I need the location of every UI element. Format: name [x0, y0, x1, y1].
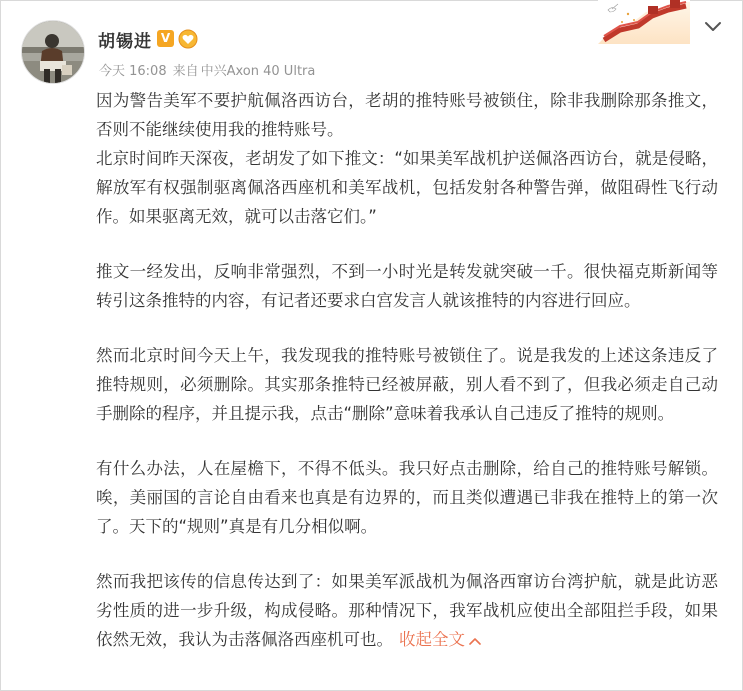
post-body: [96, 86, 718, 654]
collapse-full-text-link[interactable]: [399, 630, 481, 649]
collapse-label: 收起全文: [399, 630, 465, 649]
author-name[interactable]: 胡锡进: [98, 32, 152, 52]
post-paragraph: 有什么办法，人在屋檐下，不得不低头。我只好点击删除，给自己的推特账号解锁。唉，美丽国的言论自由看来也真是有边界的，而且类似遭遇已非我在推特上的第一次了。天下的“规则”真是有几分相似啊。: [96, 459, 718, 536]
avatar-photo-icon: [22, 21, 84, 83]
post-time[interactable]: 今天 16:08: [99, 64, 167, 79]
post-paragraph-last: [96, 567, 718, 654]
post-paragraph: 北京时间昨天深夜，老胡发了如下推文：“如果美军战机护送佩洛西访台，就是侵略，解放军有权强制驱离佩洛西座机和美军战机，包括发射各种警告弹，做阻碍性飞行动作。如果驱离无效，就可以击落它们。”: [96, 149, 718, 226]
post-paragraph: 推文一经发出，反响非常强烈，不到一小时光是转发就突破一千。很快福克斯新闻等转引这条推特的内容，有记者还要求白宫发言人就该推特的内容进行回应。: [96, 262, 718, 310]
chevron-down-icon[interactable]: [704, 20, 722, 34]
avatar[interactable]: [21, 20, 85, 84]
post-paragraph: 然而我把该传的信息传达到了：如果美军派战机为佩洛西窜访台湾护航，就是此访恶劣性质的进一步升级，构成侵略。那种情况下，我军战机应使出全部阻拦手段，如果依然无效，我认为击落佩洛西座机可也。: [96, 572, 718, 649]
chevron-up-icon: [469, 637, 481, 646]
post-paragraph: 因为警告美军不要护航佩洛西访台，老胡的推特账号被锁住，除非我删除那条推文，否则不能继续使用我的推特账号。: [96, 91, 718, 139]
source-device[interactable]: 中兴Axon 40 Ultra: [200, 64, 316, 79]
post-paragraph: 然而北京时间今天上午，我发现我的推特账号被锁住了。说是我发的上述这条违反了推特规则，必须删除。其实那条推特已经被屏蔽，别人看不到了，但我必须走自己动手删除的程序，并且提示我，点击“删除”意味着我承认自己违反了推特的规则。: [96, 346, 718, 423]
fan-badge-icon: [178, 29, 198, 49]
verified-badge-icon: V: [157, 30, 174, 47]
source-prefix: 来自: [172, 64, 199, 79]
great-wall-banner-icon: [598, 0, 690, 44]
post-meta: [99, 60, 321, 79]
